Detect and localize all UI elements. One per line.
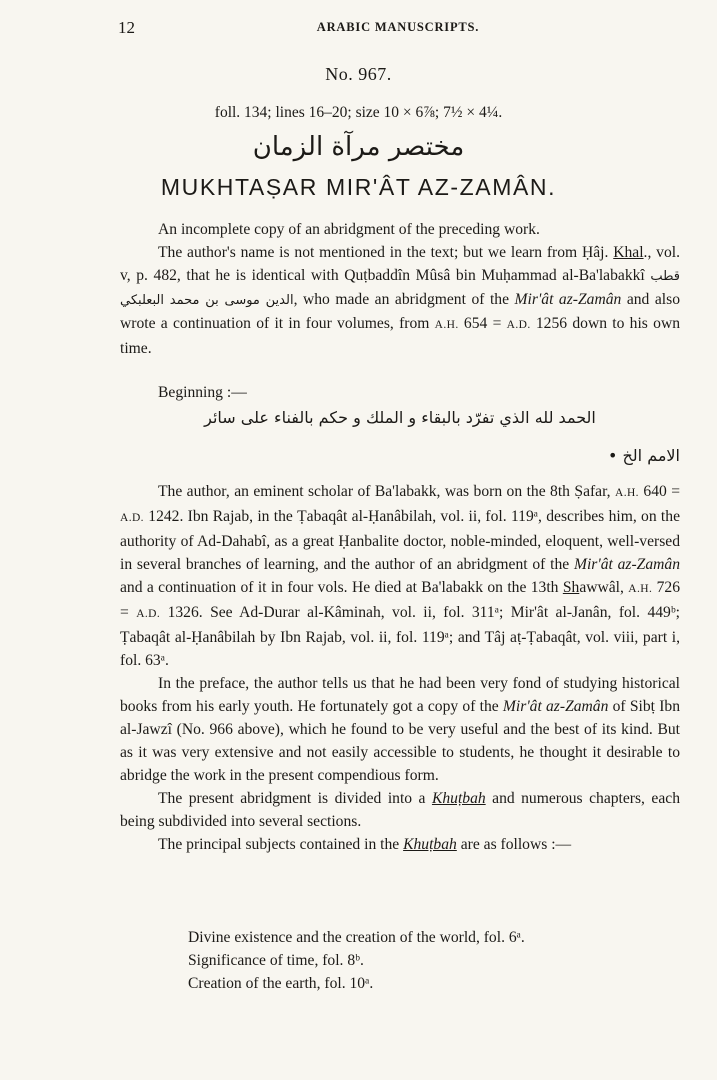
- subjects-list: [188, 926, 525, 995]
- folio-description: foll. 134; lines 16–20; size 10 × 6⅞; 7½ × 4¼.: [214, 104, 503, 121]
- arabic-title: مختصر مرآة الزمان: [252, 132, 465, 162]
- main-text: [120, 480, 680, 856]
- principal-subjects-intro: The principal subjects contained in the Khuṭbah are as follows :—: [158, 836, 572, 853]
- list-item: Significance of time, fol. 8ᵇ.: [188, 952, 364, 969]
- author-identification-paragraph: The author's name is not mentioned in the text; but we learn from Ḥâj. Khal., vol. v, p. 482, that he is identical with Quṭbaddîn Mûsâ bin Muḥammad al-Ba'labakkî قطب الدين موسى بن محمد البعلبكي, who made an abridgment of the Mir'ât az-Zamân and also wrote a continuation of it in four volumes, from A.H. 654 = A.D. 1256 down to his own time.: [120, 244, 680, 357]
- intro-section: [120, 218, 680, 360]
- page-number: 12: [118, 18, 135, 37]
- running-head: ARABIC MANUSCRIPTS.: [316, 20, 480, 34]
- beginning-arabic-line-2: الامم الخ •: [607, 446, 680, 465]
- list-item: Creation of the earth, fol. 10ᵃ.: [188, 975, 374, 992]
- work-title: MUKHTAṢAR MIR'ÂT AZ-ZAMÂN.: [160, 174, 557, 200]
- intro-line: An incomplete copy of an abridgment of the preceding work.: [158, 221, 540, 238]
- entry-number: No. 967.: [325, 64, 392, 84]
- preface-paragraph: In the preface, the author tells us that he had been very fond of studying historical books from his early youth. He fortunately got a copy of the Mir'ât az-Zamân of Sibṭ Ibn al-Jawzî (No. 966 above), which he found to be very useful and the best of its kind. But as it was very extensive and not easily accessible to students, he thought it desirable to abridge the work in the present compendious form.: [120, 675, 680, 784]
- beginning-label: Beginning :—: [158, 384, 247, 401]
- beginning-arabic-line-1: الحمد لله الذي تفرّد بالبقاء و الملك و حكم بالفناء على سائر: [204, 408, 596, 427]
- list-item: Divine existence and the creation of the world, fol. 6ᵃ.: [188, 929, 525, 946]
- author-biography-paragraph: The author, an eminent scholar of Ba'labakk, was born on the 8th Ṣafar, A.H. 640 = A.D. 1242. Ibn Rajab, in the Ṭabaqât al-Ḥanâbilah, vol. ii, fol. 119ᵃ, describes him, on the authority of Ad-Dahabî, as a great Ḥanbalite doctor, noble-minded, eloquent, well-versed in several branches of learning, and the author of an abridgment of the Mir'ât az-Zamân and a continuation of it in four vols. He died at Ba'labakk on the 13th Shawwâl, A.H. 726 = A.D. 1326. See Ad-Durar al-Kâminah, vol. ii, fol. 311ᵃ; Mir'ât al-Janân, fol. 449ᵇ; Ṭabaqât al-Ḥanâbilah by Ibn Rajab, vol. ii, fol. 119ᵃ; and Tâj aṭ-Ṭabaqât, vol. viii, part i, fol. 63ᵃ.: [120, 483, 681, 669]
- page-header: [118, 18, 678, 38]
- division-paragraph: The present abridgment is divided into a Khuṭbah and numerous chapters, each being subdivided into several sections.: [120, 790, 680, 830]
